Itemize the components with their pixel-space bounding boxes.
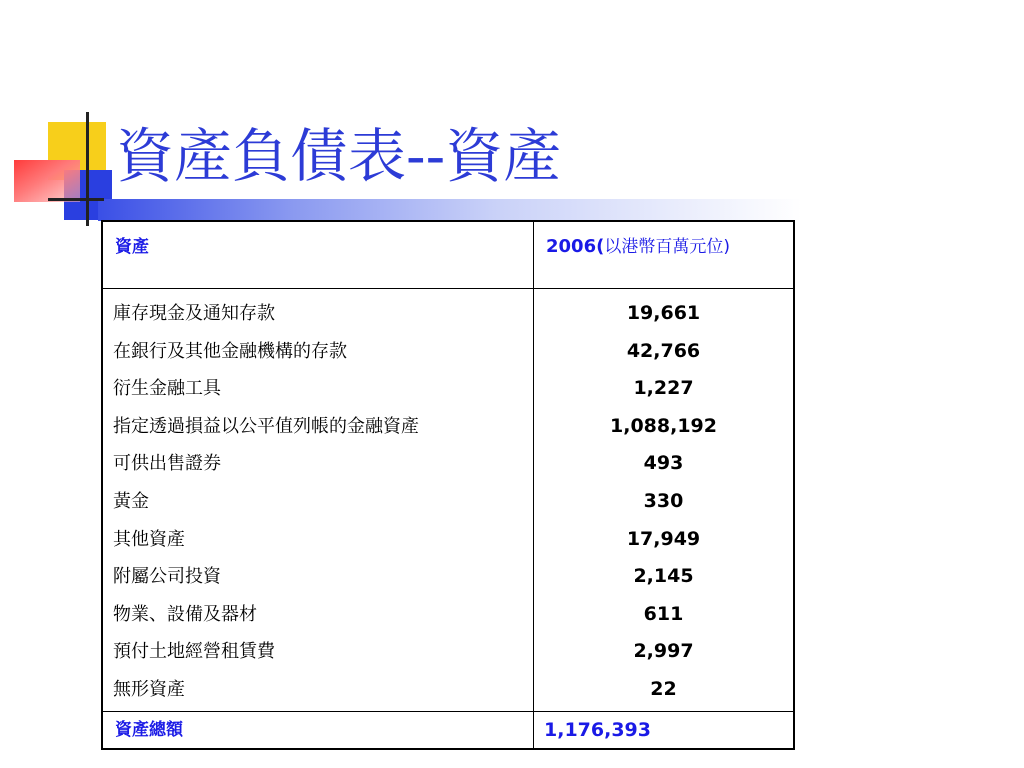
list-item: 可供出售證券	[113, 453, 221, 475]
values-cell	[534, 289, 795, 712]
decor-horizontal-line	[48, 198, 104, 201]
list-item: 預付土地經營租賃費	[113, 641, 275, 663]
item-value: 17,949	[626, 527, 701, 550]
total-label: 資產總額	[102, 711, 534, 749]
list-item: 庫存現金及通知存款	[113, 303, 275, 324]
items-cell	[102, 289, 534, 712]
table-body-row	[102, 289, 794, 712]
item-value: 1,227	[633, 377, 694, 400]
list-item: 其他資產	[113, 528, 185, 550]
decor-vertical-line	[86, 112, 89, 226]
header-unit: 以港幣百萬元位)	[604, 237, 730, 257]
slide-title: 資產負債表--資產	[116, 122, 562, 190]
item-value: 611	[643, 602, 684, 625]
header-year: 2006(	[546, 236, 605, 257]
balance-sheet-table	[101, 220, 795, 750]
table-total-row	[102, 711, 794, 749]
list-item: 黃金	[113, 490, 149, 512]
item-value: 2,997	[633, 640, 694, 663]
item-value: 493	[643, 452, 684, 475]
item-value: 1,088,192	[610, 414, 717, 437]
list-item: 衍生金融工具	[113, 378, 221, 400]
decor-red-square	[14, 160, 80, 202]
list-item: 附屬公司投資	[113, 566, 221, 588]
list-item: 無形資產	[113, 678, 185, 700]
decor-gradient-bar	[98, 199, 978, 221]
list-item: 物業、設備及器材	[113, 603, 257, 625]
header-year-cell	[534, 221, 795, 289]
list-item: 指定透過損益以公平值列帳的金融資產	[113, 415, 419, 437]
item-value: 42,766	[626, 339, 701, 362]
item-value: 2,145	[633, 565, 694, 588]
list-item: 在銀行及其他金融機構的存款	[113, 340, 347, 362]
item-value: 22	[650, 677, 677, 700]
header-label: 資產	[115, 237, 149, 257]
total-value: 1,176,393	[534, 711, 795, 749]
item-value: 330	[643, 489, 684, 512]
item-value: 19,661	[626, 302, 701, 324]
header-label-cell	[102, 221, 534, 289]
table-header-row	[102, 221, 794, 289]
